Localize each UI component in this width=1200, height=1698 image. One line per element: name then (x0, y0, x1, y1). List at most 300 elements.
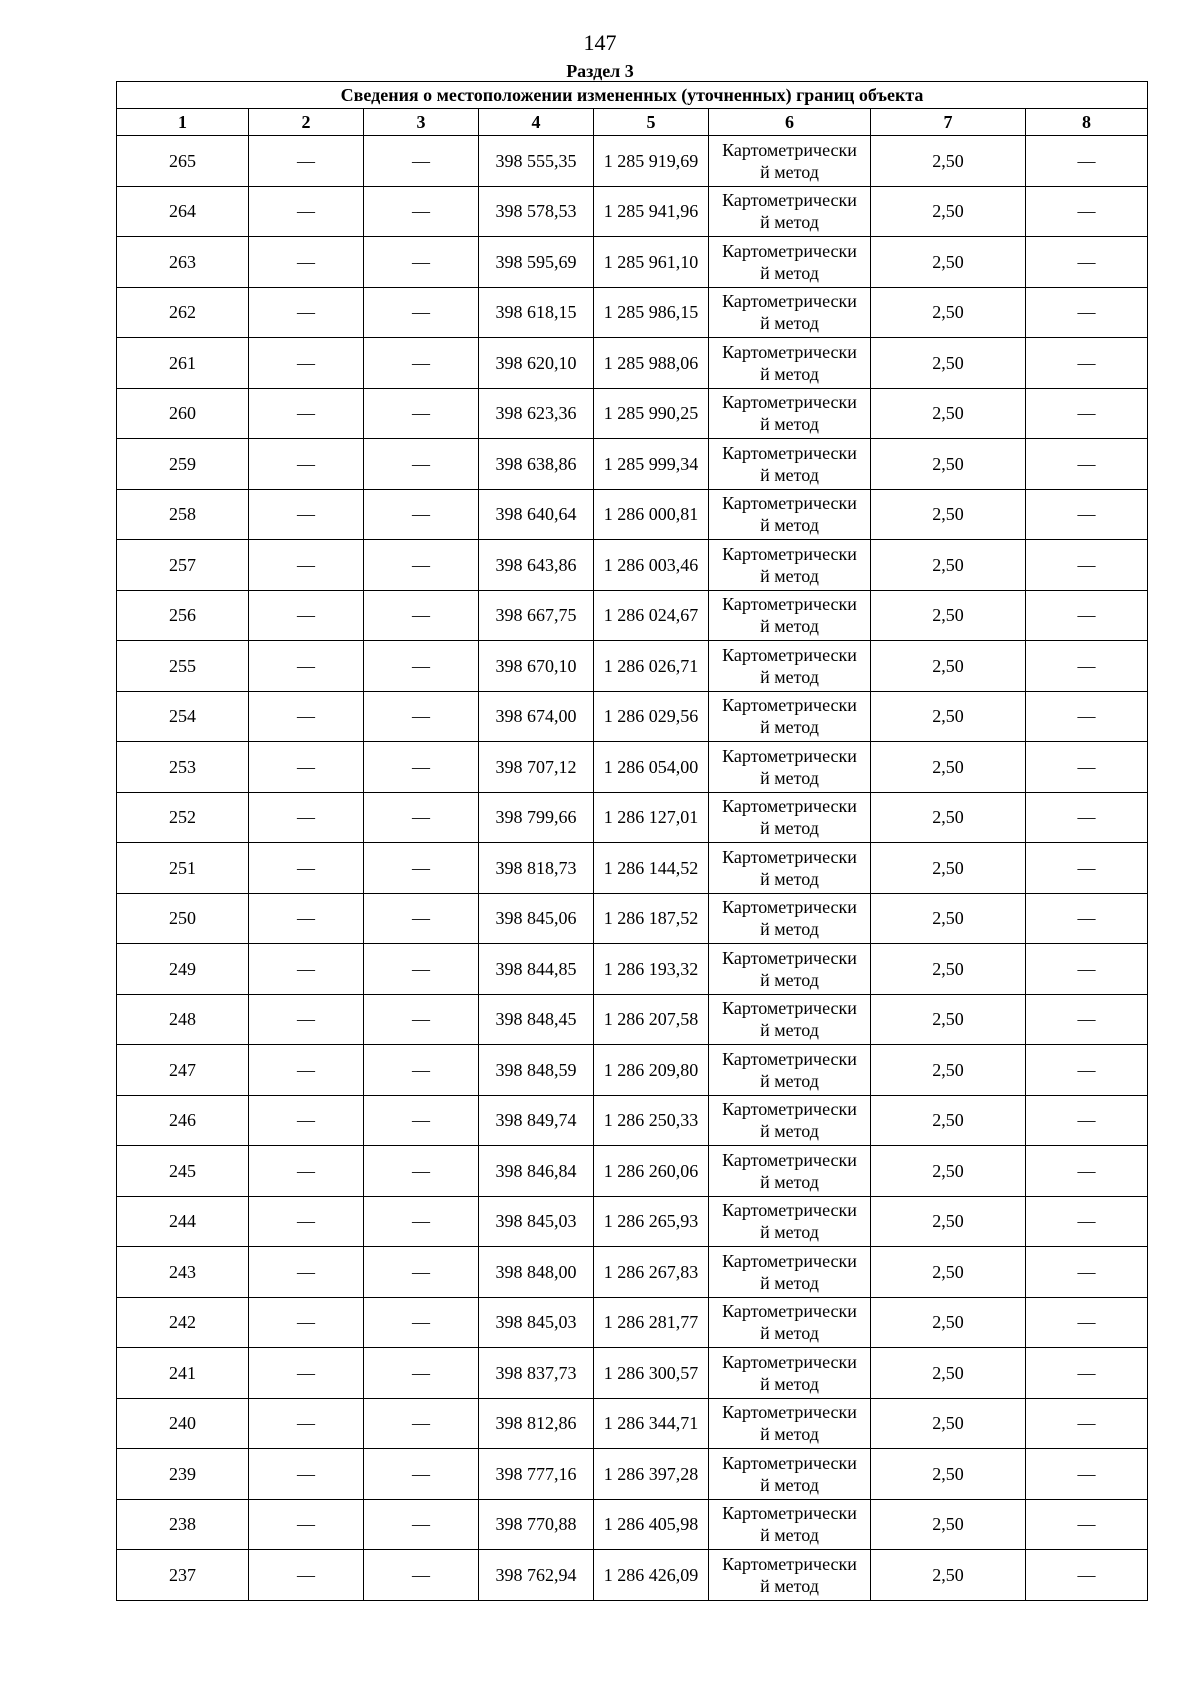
column-8-cell: — (1026, 1499, 1148, 1550)
x-coordinate-cell: 398 623,36 (479, 388, 594, 439)
column-2-cell: — (249, 742, 364, 793)
method-cell (709, 388, 871, 439)
column-8-cell: — (1026, 641, 1148, 692)
method-line-2: й метод (760, 616, 819, 637)
precision-cell: 2,50 (871, 237, 1026, 288)
x-coordinate-cell: 398 812,86 (479, 1398, 594, 1449)
method-line-1: Картометрически (722, 1402, 857, 1423)
precision-cell: 2,50 (871, 1449, 1026, 1500)
table-row (117, 1398, 1148, 1449)
method-cell (709, 742, 871, 793)
x-coordinate-cell: 398 849,74 (479, 1095, 594, 1146)
x-coordinate-cell: 398 620,10 (479, 338, 594, 389)
x-coordinate-cell: 398 845,03 (479, 1297, 594, 1348)
column-8-cell: — (1026, 489, 1148, 540)
method-cell (709, 540, 871, 591)
column-8-cell: — (1026, 388, 1148, 439)
point-number-cell: 258 (117, 489, 249, 540)
method-line-1: Картометрически (722, 1301, 857, 1322)
point-number-cell: 261 (117, 338, 249, 389)
column-8-cell: — (1026, 742, 1148, 793)
method-line-1: Картометрически (722, 1048, 857, 1069)
method-line-1: Картометрически (722, 543, 857, 564)
y-coordinate-cell: 1 285 990,25 (594, 388, 709, 439)
column-3-cell: — (364, 540, 479, 591)
method-line-2: й метод (760, 1171, 819, 1192)
x-coordinate-cell: 398 670,10 (479, 641, 594, 692)
column-2-cell: — (249, 1247, 364, 1298)
method-line-2: й метод (760, 1121, 819, 1142)
column-2-cell: — (249, 237, 364, 288)
column-8-cell: — (1026, 237, 1148, 288)
method-line-1: Картометрически (722, 139, 857, 160)
method-line-1: Картометрически (722, 947, 857, 968)
point-number-cell: 262 (117, 287, 249, 338)
point-number-cell: 245 (117, 1146, 249, 1197)
method-cell (709, 186, 871, 237)
method-cell (709, 1196, 871, 1247)
method-line-1: Картометрически (722, 846, 857, 867)
method-line-2: й метод (760, 1424, 819, 1445)
precision-cell: 2,50 (871, 338, 1026, 389)
x-coordinate-cell: 398 848,45 (479, 994, 594, 1045)
precision-cell: 2,50 (871, 186, 1026, 237)
column-8-cell: — (1026, 590, 1148, 641)
point-number-cell: 259 (117, 439, 249, 490)
table-row (117, 338, 1148, 389)
table-row (117, 1095, 1148, 1146)
y-coordinate-cell: 1 286 187,52 (594, 893, 709, 944)
method-cell (709, 1146, 871, 1197)
column-3-cell: — (364, 742, 479, 793)
y-coordinate-cell: 1 286 029,56 (594, 691, 709, 742)
precision-cell: 2,50 (871, 439, 1026, 490)
y-coordinate-cell: 1 285 941,96 (594, 186, 709, 237)
column-2-cell: — (249, 944, 364, 995)
point-number-cell: 255 (117, 641, 249, 692)
column-3-cell: — (364, 287, 479, 338)
column-2-cell: — (249, 1348, 364, 1399)
precision-cell: 2,50 (871, 1045, 1026, 1096)
method-cell (709, 1095, 871, 1146)
column-2-cell: — (249, 1095, 364, 1146)
column-8-cell: — (1026, 1196, 1148, 1247)
method-cell (709, 1398, 871, 1449)
method-line-1: Картометрически (722, 1452, 857, 1473)
method-line-1: Картометрически (722, 1099, 857, 1120)
method-line-2: й метод (760, 767, 819, 788)
column-3-cell: — (364, 1297, 479, 1348)
point-number-cell: 254 (117, 691, 249, 742)
precision-cell: 2,50 (871, 792, 1026, 843)
method-line-1: Картометрически (722, 442, 857, 463)
column-2-cell: — (249, 186, 364, 237)
column-3-cell: — (364, 1095, 479, 1146)
method-line-1: Картометрически (722, 1503, 857, 1524)
precision-cell: 2,50 (871, 388, 1026, 439)
coordinates-table (116, 81, 1148, 1601)
method-line-2: й метод (760, 1222, 819, 1243)
y-coordinate-cell: 1 286 193,32 (594, 944, 709, 995)
column-3-cell: — (364, 590, 479, 641)
method-line-1: Картометрически (722, 1149, 857, 1170)
column-2-cell: — (249, 489, 364, 540)
table-row (117, 691, 1148, 742)
method-cell (709, 1297, 871, 1348)
column-3-cell: — (364, 338, 479, 389)
column-3-cell: — (364, 792, 479, 843)
y-coordinate-cell: 1 286 024,67 (594, 590, 709, 641)
table-row (117, 1348, 1148, 1399)
method-line-2: й метод (760, 414, 819, 435)
method-line-2: й метод (760, 818, 819, 839)
precision-cell: 2,50 (871, 641, 1026, 692)
column-header: 6 (709, 109, 871, 136)
table-row (117, 237, 1148, 288)
column-8-cell: — (1026, 186, 1148, 237)
column-3-cell: — (364, 944, 479, 995)
column-3-cell: — (364, 1449, 479, 1500)
method-cell (709, 641, 871, 692)
method-line-2: й метод (760, 1525, 819, 1546)
precision-cell: 2,50 (871, 1499, 1026, 1550)
precision-cell: 2,50 (871, 691, 1026, 742)
x-coordinate-cell: 398 848,00 (479, 1247, 594, 1298)
precision-cell: 2,50 (871, 136, 1026, 187)
column-header: 7 (871, 109, 1026, 136)
column-3-cell: — (364, 893, 479, 944)
x-coordinate-cell: 398 667,75 (479, 590, 594, 641)
precision-cell: 2,50 (871, 742, 1026, 793)
precision-cell: 2,50 (871, 944, 1026, 995)
table-row (117, 893, 1148, 944)
precision-cell: 2,50 (871, 540, 1026, 591)
y-coordinate-cell: 1 286 344,71 (594, 1398, 709, 1449)
table-row (117, 1550, 1148, 1601)
point-number-cell: 260 (117, 388, 249, 439)
column-2-cell: — (249, 1449, 364, 1500)
method-cell (709, 590, 871, 641)
column-2-cell: — (249, 792, 364, 843)
method-line-2: й метод (760, 1070, 819, 1091)
method-line-2: й метод (760, 363, 819, 384)
x-coordinate-cell: 398 643,86 (479, 540, 594, 591)
column-8-cell: — (1026, 843, 1148, 894)
table-row (117, 641, 1148, 692)
column-3-cell: — (364, 1045, 479, 1096)
method-line-2: й метод (760, 313, 819, 334)
column-3-cell: — (364, 1398, 479, 1449)
column-2-cell: — (249, 843, 364, 894)
x-coordinate-cell: 398 770,88 (479, 1499, 594, 1550)
x-coordinate-cell: 398 618,15 (479, 287, 594, 338)
column-3-cell: — (364, 439, 479, 490)
method-line-2: й метод (760, 1373, 819, 1394)
point-number-cell: 256 (117, 590, 249, 641)
method-cell (709, 843, 871, 894)
column-8-cell: — (1026, 1398, 1148, 1449)
method-cell (709, 136, 871, 187)
point-number-cell: 253 (117, 742, 249, 793)
x-coordinate-cell: 398 762,94 (479, 1550, 594, 1601)
method-cell (709, 237, 871, 288)
x-coordinate-cell: 398 555,35 (479, 136, 594, 187)
point-number-cell: 240 (117, 1398, 249, 1449)
precision-cell: 2,50 (871, 994, 1026, 1045)
column-2-cell: — (249, 994, 364, 1045)
column-3-cell: — (364, 237, 479, 288)
y-coordinate-cell: 1 286 281,77 (594, 1297, 709, 1348)
method-line-1: Картометрически (722, 1250, 857, 1271)
method-line-2: й метод (760, 1323, 819, 1344)
y-coordinate-cell: 1 285 961,10 (594, 237, 709, 288)
precision-cell: 2,50 (871, 1247, 1026, 1298)
method-line-2: й метод (760, 1474, 819, 1495)
precision-cell: 2,50 (871, 590, 1026, 641)
y-coordinate-cell: 1 286 267,83 (594, 1247, 709, 1298)
method-line-2: й метод (760, 666, 819, 687)
method-line-1: Картометрически (722, 1553, 857, 1574)
method-cell (709, 994, 871, 1045)
column-header: 1 (117, 109, 249, 136)
method-cell (709, 944, 871, 995)
point-number-cell: 247 (117, 1045, 249, 1096)
method-line-1: Картометрически (722, 998, 857, 1019)
column-2-cell: — (249, 1398, 364, 1449)
method-line-2: й метод (760, 161, 819, 182)
table-row (117, 590, 1148, 641)
column-2-cell: — (249, 1550, 364, 1601)
table-row (117, 944, 1148, 995)
column-8-cell: — (1026, 994, 1148, 1045)
column-2-cell: — (249, 136, 364, 187)
y-coordinate-cell: 1 286 003,46 (594, 540, 709, 591)
method-line-1: Картометрически (722, 796, 857, 817)
table-row (117, 742, 1148, 793)
point-number-cell: 244 (117, 1196, 249, 1247)
column-3-cell: — (364, 1550, 479, 1601)
method-cell (709, 1045, 871, 1096)
table-row (117, 1449, 1148, 1500)
y-coordinate-cell: 1 286 207,58 (594, 994, 709, 1045)
column-3-cell: — (364, 136, 479, 187)
section-title: Раздел 3 (566, 61, 634, 81)
point-number-cell: 241 (117, 1348, 249, 1399)
precision-cell: 2,50 (871, 1146, 1026, 1197)
y-coordinate-cell: 1 286 026,71 (594, 641, 709, 692)
y-coordinate-cell: 1 286 144,52 (594, 843, 709, 894)
method-line-2: й метод (760, 262, 819, 283)
column-3-cell: — (364, 843, 479, 894)
method-line-2: й метод (760, 1272, 819, 1293)
x-coordinate-cell: 398 707,12 (479, 742, 594, 793)
method-line-1: Картометрически (722, 594, 857, 615)
point-number-cell: 263 (117, 237, 249, 288)
precision-cell: 2,50 (871, 1095, 1026, 1146)
point-number-cell: 242 (117, 1297, 249, 1348)
column-8-cell: — (1026, 1146, 1148, 1197)
point-number-cell: 265 (117, 136, 249, 187)
column-3-cell: — (364, 1196, 479, 1247)
column-3-cell: — (364, 691, 479, 742)
page-number: 147 (583, 30, 617, 55)
method-cell (709, 893, 871, 944)
column-2-cell: — (249, 590, 364, 641)
column-header: 5 (594, 109, 709, 136)
table-row (117, 1045, 1148, 1096)
table-row (117, 439, 1148, 490)
table-row (117, 1196, 1148, 1247)
x-coordinate-cell: 398 578,53 (479, 186, 594, 237)
column-header: 2 (249, 109, 364, 136)
column-8-cell: — (1026, 287, 1148, 338)
method-cell (709, 1247, 871, 1298)
column-3-cell: — (364, 1247, 479, 1298)
table-row (117, 1297, 1148, 1348)
column-3-cell: — (364, 1499, 479, 1550)
column-8-cell: — (1026, 1348, 1148, 1399)
column-2-cell: — (249, 540, 364, 591)
column-2-cell: — (249, 439, 364, 490)
y-coordinate-cell: 1 286 250,33 (594, 1095, 709, 1146)
y-coordinate-cell: 1 286 300,57 (594, 1348, 709, 1399)
column-8-cell: — (1026, 439, 1148, 490)
method-line-1: Картометрически (722, 190, 857, 211)
y-coordinate-cell: 1 285 986,15 (594, 287, 709, 338)
point-number-cell: 243 (117, 1247, 249, 1298)
y-coordinate-cell: 1 286 054,00 (594, 742, 709, 793)
table-caption-row (117, 82, 1148, 109)
x-coordinate-cell: 398 848,59 (479, 1045, 594, 1096)
y-coordinate-cell: 1 286 127,01 (594, 792, 709, 843)
column-8-cell: — (1026, 691, 1148, 742)
x-coordinate-cell: 398 674,00 (479, 691, 594, 742)
y-coordinate-cell: 1 285 988,06 (594, 338, 709, 389)
point-number-cell: 264 (117, 186, 249, 237)
method-cell (709, 1449, 871, 1500)
x-coordinate-cell: 398 837,73 (479, 1348, 594, 1399)
method-line-1: Картометрически (722, 240, 857, 261)
column-3-cell: — (364, 186, 479, 237)
column-3-cell: — (364, 994, 479, 1045)
column-2-cell: — (249, 1499, 364, 1550)
column-8-cell: — (1026, 792, 1148, 843)
method-line-1: Картометрически (722, 341, 857, 362)
x-coordinate-cell: 398 818,73 (479, 843, 594, 894)
point-number-cell: 249 (117, 944, 249, 995)
table-row (117, 1247, 1148, 1298)
x-coordinate-cell: 398 640,64 (479, 489, 594, 540)
column-8-cell: — (1026, 136, 1148, 187)
x-coordinate-cell: 398 638,86 (479, 439, 594, 490)
method-cell (709, 287, 871, 338)
column-header-row (117, 109, 1148, 136)
column-2-cell: — (249, 691, 364, 742)
method-line-1: Картометрически (722, 493, 857, 514)
table-row (117, 994, 1148, 1045)
column-8-cell: — (1026, 1449, 1148, 1500)
column-2-cell: — (249, 893, 364, 944)
method-line-1: Картометрически (722, 1351, 857, 1372)
column-2-cell: — (249, 338, 364, 389)
column-3-cell: — (364, 1146, 479, 1197)
method-cell (709, 792, 871, 843)
precision-cell: 2,50 (871, 843, 1026, 894)
column-header: 3 (364, 109, 479, 136)
method-cell (709, 1499, 871, 1550)
x-coordinate-cell: 398 846,84 (479, 1146, 594, 1197)
column-3-cell: — (364, 489, 479, 540)
table-row (117, 1499, 1148, 1550)
precision-cell: 2,50 (871, 287, 1026, 338)
table-row (117, 489, 1148, 540)
y-coordinate-cell: 1 286 426,09 (594, 1550, 709, 1601)
y-coordinate-cell: 1 286 397,28 (594, 1449, 709, 1500)
point-number-cell: 257 (117, 540, 249, 591)
method-cell (709, 691, 871, 742)
method-line-2: й метод (760, 717, 819, 738)
method-line-1: Картометрически (722, 392, 857, 413)
column-3-cell: — (364, 1348, 479, 1399)
point-number-cell: 250 (117, 893, 249, 944)
x-coordinate-cell: 398 799,66 (479, 792, 594, 843)
precision-cell: 2,50 (871, 893, 1026, 944)
column-8-cell: — (1026, 1247, 1148, 1298)
column-2-cell: — (249, 388, 364, 439)
column-2-cell: — (249, 1196, 364, 1247)
point-number-cell: 248 (117, 994, 249, 1045)
method-line-1: Картометрически (722, 644, 857, 665)
column-header: 4 (479, 109, 594, 136)
precision-cell: 2,50 (871, 1196, 1026, 1247)
point-number-cell: 238 (117, 1499, 249, 1550)
column-8-cell: — (1026, 944, 1148, 995)
y-coordinate-cell: 1 286 265,93 (594, 1196, 709, 1247)
column-2-cell: — (249, 287, 364, 338)
x-coordinate-cell: 398 844,85 (479, 944, 594, 995)
precision-cell: 2,50 (871, 1297, 1026, 1348)
method-line-2: й метод (760, 464, 819, 485)
precision-cell: 2,50 (871, 1398, 1026, 1449)
column-8-cell: — (1026, 338, 1148, 389)
column-8-cell: — (1026, 1550, 1148, 1601)
method-line-1: Картометрически (722, 291, 857, 312)
column-3-cell: — (364, 641, 479, 692)
method-line-2: й метод (760, 1020, 819, 1041)
table-row (117, 186, 1148, 237)
method-cell (709, 1550, 871, 1601)
point-number-cell: 251 (117, 843, 249, 894)
y-coordinate-cell: 1 285 919,69 (594, 136, 709, 187)
column-header: 8 (1026, 109, 1148, 136)
x-coordinate-cell: 398 595,69 (479, 237, 594, 288)
method-line-1: Картометрически (722, 695, 857, 716)
method-line-2: й метод (760, 1575, 819, 1596)
x-coordinate-cell: 398 777,16 (479, 1449, 594, 1500)
method-line-2: й метод (760, 969, 819, 990)
x-coordinate-cell: 398 845,03 (479, 1196, 594, 1247)
method-cell (709, 338, 871, 389)
point-number-cell: 237 (117, 1550, 249, 1601)
column-8-cell: — (1026, 540, 1148, 591)
precision-cell: 2,50 (871, 489, 1026, 540)
y-coordinate-cell: 1 286 209,80 (594, 1045, 709, 1096)
column-2-cell: — (249, 1146, 364, 1197)
y-coordinate-cell: 1 286 000,81 (594, 489, 709, 540)
precision-cell: 2,50 (871, 1348, 1026, 1399)
y-coordinate-cell: 1 286 260,06 (594, 1146, 709, 1197)
column-2-cell: — (249, 1045, 364, 1096)
